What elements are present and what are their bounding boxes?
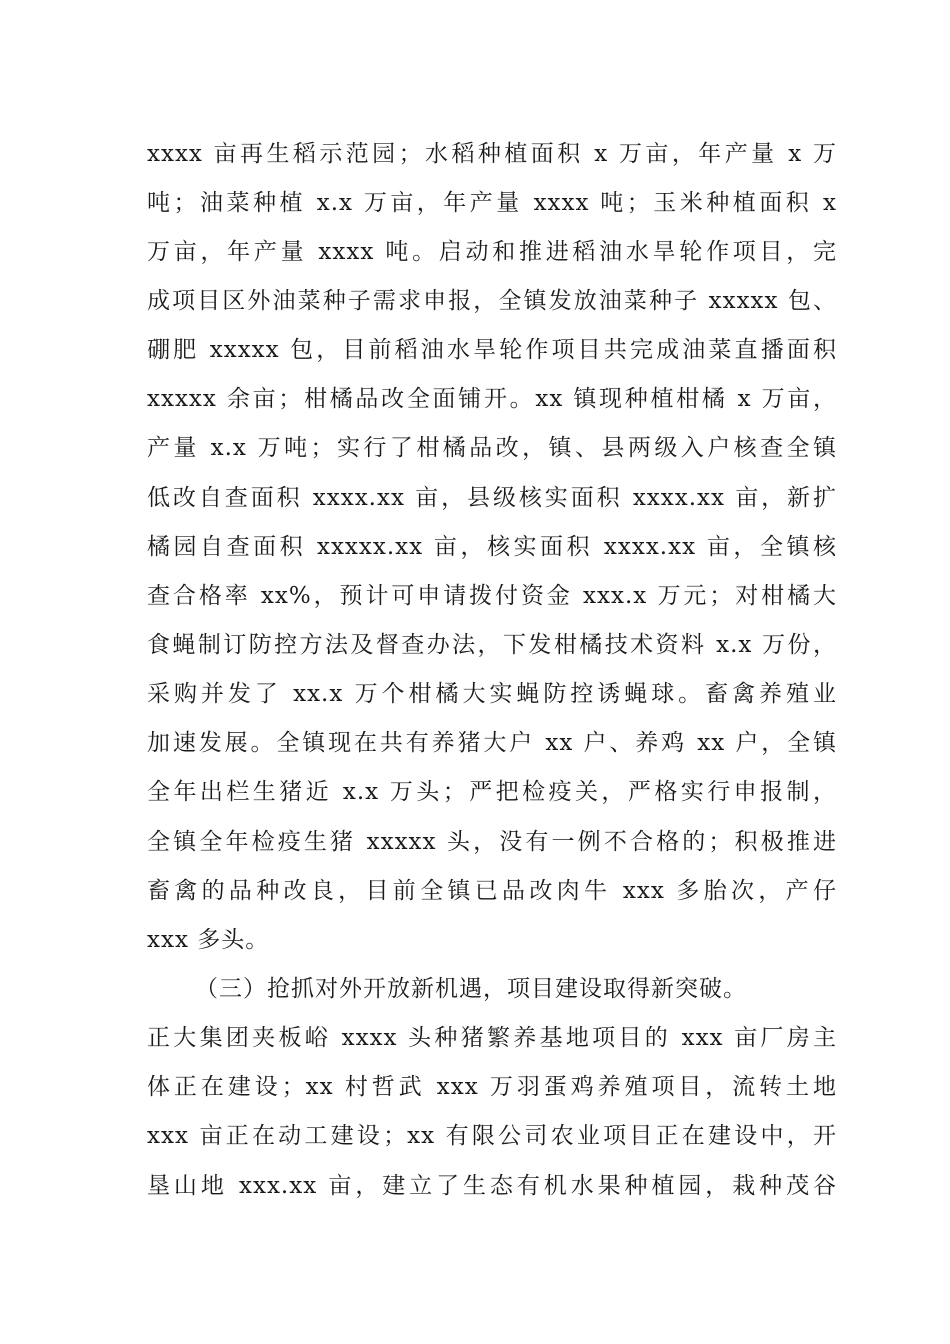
- paragraph-line: 查合格率 xx%，预计可申请拨付资金 xxx.x 万元；对柑橘大: [147, 583, 837, 609]
- paragraph-line: 全年出栏生猪近 x.x 万头；严把检疫关，严格实行申报制，: [147, 779, 837, 805]
- paragraph-line: 产量 x.x 万吨；实行了柑橘品改，镇、县两级入户核查全镇: [147, 435, 837, 461]
- paragraph-line-last: xxx 多头。: [147, 927, 270, 953]
- paragraph-line: 食蝇制订防控方法及督查办法，下发柑橘技术资料 x.x 万份，: [147, 632, 837, 658]
- paragraph-line: 低改自查面积 xxxx.xx 亩，县级核实面积 xxxx.xx 亩，新扩: [147, 485, 837, 511]
- paragraph-line: 吨；油菜种植 x.x 万亩，年产量 xxxx 吨；玉米种植面积 x: [147, 190, 837, 216]
- section-heading: （三）抢抓对外开放新机遇，项目建设取得新突破。: [195, 976, 747, 1002]
- paragraph-line: 体正在建设；xx 村哲武 xxx 万羽蛋鸡养殖项目，流转土地: [147, 1074, 837, 1100]
- paragraph-line: xxx 亩正在动工建设；xx 有限公司农业项目正在建设中，开: [147, 1123, 837, 1149]
- paragraph-line: 采购并发了 xx.x 万个柑橘大实蝇防控诱蝇球。畜禽养殖业: [147, 681, 837, 707]
- paragraph-line: 全镇全年检疫生猪 xxxxx 头，没有一例不合格的；积极推进: [147, 829, 837, 855]
- paragraph-line: 硼肥 xxxxx 包，目前稻油水旱轮作项目共完成油菜直播面积: [147, 337, 837, 363]
- paragraph-line: 正大集团夹板峪 xxxx 头种猪繁养基地项目的 xxx 亩厂房主: [147, 1025, 837, 1051]
- paragraph-line: xxxxx 余亩；柑橘品改全面铺开。xx 镇现种植柑橘 x 万亩，: [147, 386, 837, 412]
- paragraph-line: 成项目区外油菜种子需求申报，全镇发放油菜种子 xxxxx 包、: [147, 288, 837, 314]
- paragraph-line: 万亩，年产量 xxxx 吨。启动和推进稻油水旱轮作项目，完: [147, 239, 837, 265]
- paragraph-line: 橘园自查面积 xxxxx.xx 亩，核实面积 xxxx.xx 亩，全镇核: [147, 534, 837, 560]
- paragraph-line: 垦山地 xxx.xx 亩，建立了生态有机水果种植园，栽种茂谷: [147, 1173, 837, 1199]
- paragraph-line: xxxx 亩再生稻示范园；水稻种植面积 x 万亩，年产量 x 万: [147, 141, 837, 167]
- paragraph-line: 畜禽的品种改良，目前全镇已品改肉牛 xxx 多胎次，产仔: [147, 878, 837, 904]
- paragraph-line: 加速发展。全镇现在共有养猪大户 xx 户、养鸡 xx 户，全镇: [147, 730, 837, 756]
